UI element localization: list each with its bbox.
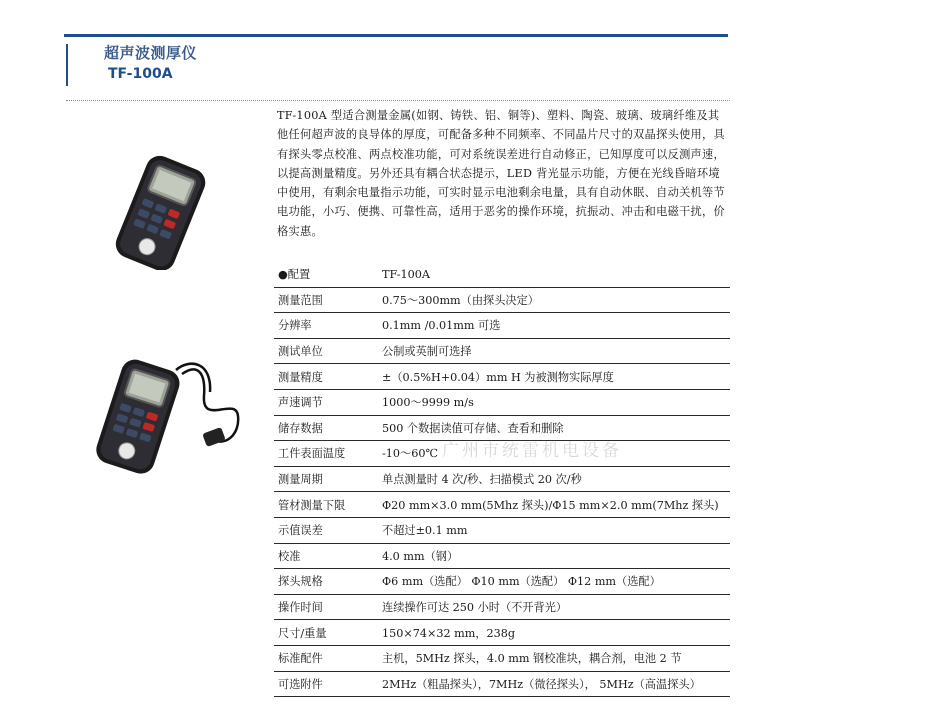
spec-label: 储存数据 bbox=[274, 415, 378, 441]
spec-label: 声速调节 bbox=[274, 389, 378, 415]
table-row bbox=[274, 543, 730, 569]
spec-label: 操作时间 bbox=[274, 594, 378, 620]
spec-value: 500 个数据读值可存储、查看和删除 bbox=[378, 415, 730, 441]
table-row bbox=[274, 517, 730, 543]
table-row bbox=[274, 466, 730, 492]
table-row bbox=[274, 313, 730, 339]
spec-label: 测量周期 bbox=[274, 466, 378, 492]
dotted-divider bbox=[66, 100, 730, 101]
spec-value: 公制或英制可选择 bbox=[378, 338, 730, 364]
spec-label: 标准配件 bbox=[274, 645, 378, 671]
spec-value: TF-100A bbox=[378, 262, 730, 287]
spec-label: 管材测量下限 bbox=[274, 492, 378, 518]
spec-value: 1000～9999 m/s bbox=[378, 389, 730, 415]
page-title: 超声波测厚仪 bbox=[104, 44, 198, 62]
spec-value: 4.0 mm（钢） bbox=[378, 543, 730, 569]
model-subtitle: TF-100A bbox=[108, 66, 173, 82]
spec-label: 校准 bbox=[274, 543, 378, 569]
spec-label: 测量范围 bbox=[274, 287, 378, 313]
table-row bbox=[274, 364, 730, 390]
spec-value: 2MHz（粗晶探头），7MHz（微径探头）， 5MHz（高温探头） bbox=[378, 671, 730, 697]
table-row bbox=[274, 645, 730, 671]
spec-value: 150×74×32 mm，238g bbox=[378, 620, 730, 646]
table-row bbox=[274, 415, 730, 441]
spec-table bbox=[274, 262, 730, 697]
spec-label: 探头规格 bbox=[274, 569, 378, 595]
product-description: TF-100A 型适合测量金属(如钢、铸铁、铝、铜等)、塑料、陶瓷、玻璃、玻璃纤维及其他任何超声波的良导体的厚度，可配备多种不同频率、不同晶片尺寸的双晶探头使用，具有探头零点校准、两点校准功能，可对系统误差进行自动修正，已知厚度可以反测声速，以提高测量精度。另外还具有耦合状态提示，LED 背光显示功能，方便在光线昏暗环境中使用，有剩余电量指示功能，可实时显示电池剩余电量，具有自动休眠、自动关机等节电功能，小巧、便携、可靠性高，适用于恶劣的操作环境，抗振动、冲击和电磁干扰，价格实惠。 bbox=[277, 109, 726, 238]
spec-value: Φ6 mm（选配） Φ10 mm（选配） Φ12 mm（选配） bbox=[378, 569, 730, 595]
spec-value: -10～60℃ bbox=[378, 441, 730, 467]
spec-label: 测量精度 bbox=[274, 364, 378, 390]
header-rule bbox=[64, 34, 728, 37]
spec-label: 测试单位 bbox=[274, 338, 378, 364]
spec-label: 示值误差 bbox=[274, 517, 378, 543]
spec-value: 主机，5MHz 探头，4.0 mm 钢校准块，耦合剂，电池 2 节 bbox=[378, 645, 730, 671]
table-row bbox=[274, 262, 730, 287]
spec-value: 0.75～300mm（由探头决定） bbox=[378, 287, 730, 313]
thickness-gauge-icon bbox=[104, 155, 216, 270]
spec-value: 不超过±0.1 mm bbox=[378, 517, 730, 543]
table-row bbox=[274, 441, 730, 467]
table-row bbox=[274, 389, 730, 415]
table-row bbox=[274, 594, 730, 620]
spec-value: 0.1mm /0.01mm 可选 bbox=[378, 313, 730, 339]
spec-label: 可选附件 bbox=[274, 671, 378, 697]
header-accent-bar bbox=[66, 44, 68, 86]
watermark-text: 广州市统雷机电设备 bbox=[442, 441, 622, 461]
thickness-gauge-with-probe-icon bbox=[86, 356, 246, 476]
spec-label: 工件表面温度 bbox=[274, 441, 378, 467]
table-row bbox=[274, 338, 730, 364]
spec-label: 分辨率 bbox=[274, 313, 378, 339]
spec-value: ±（0.5%H+0.04）mm H 为被测物实际厚度 bbox=[378, 364, 730, 390]
table-row bbox=[274, 287, 730, 313]
spec-value: 连续操作可达 250 小时（不开背光） bbox=[378, 594, 730, 620]
spec-label: ●配置 bbox=[274, 262, 378, 287]
table-row bbox=[274, 671, 730, 697]
spec-label: 尺寸/重量 bbox=[274, 620, 378, 646]
spec-value: 单点测量时 4 次/秒、扫描模式 20 次/秒 bbox=[378, 466, 730, 492]
table-row bbox=[274, 569, 730, 595]
table-row bbox=[274, 620, 730, 646]
table-row bbox=[274, 492, 730, 518]
spec-value: Φ20 mm×3.0 mm(5Mhz 探头)/Φ15 mm×2.0 mm(7Mhz 探头) bbox=[378, 492, 730, 518]
